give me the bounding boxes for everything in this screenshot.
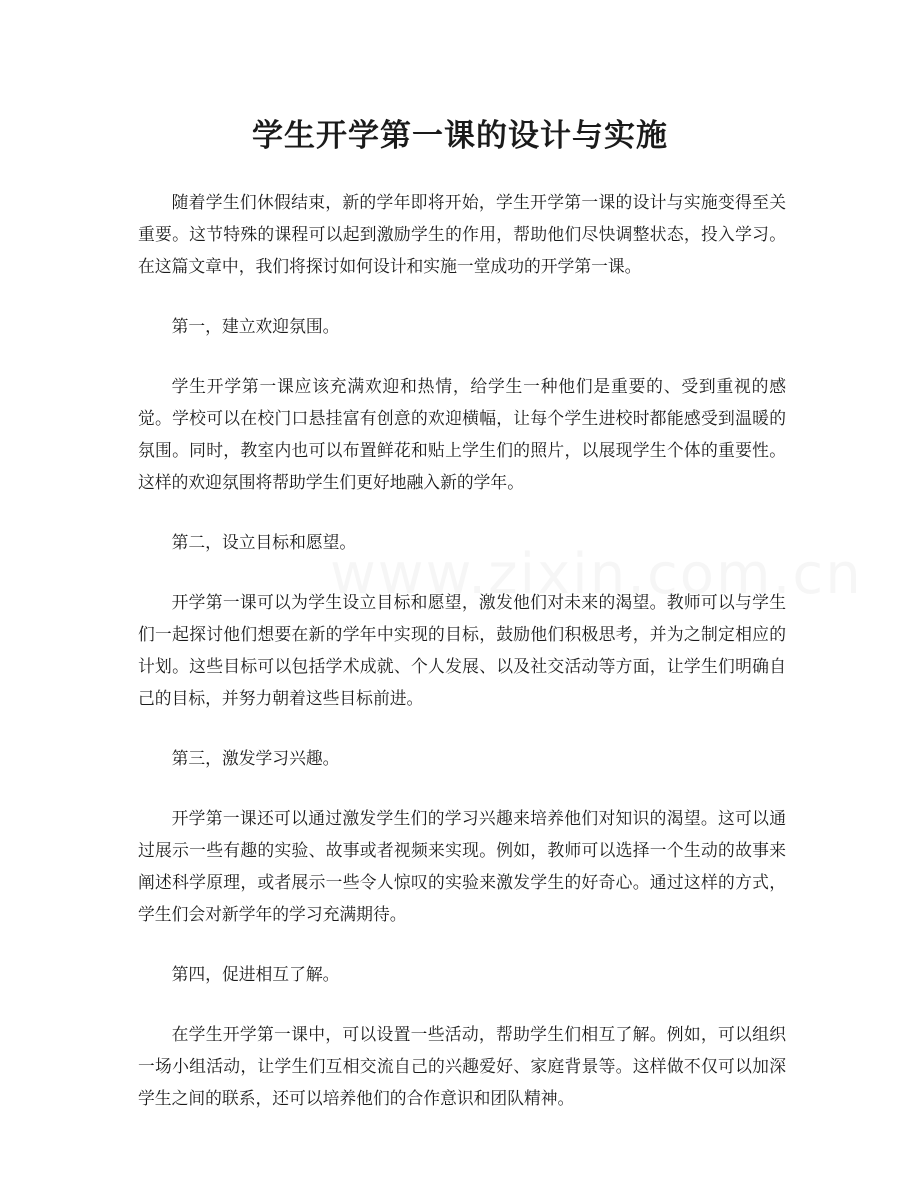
document-title: 学生开学第一课的设计与实施 [252, 118, 668, 154]
section-heading-3: 第三，激发学习兴趣。 [171, 748, 340, 768]
section-paragraph-1: 学生开学第一课应该充满欢迎和热情，给学生一种他们是重要的、受到重视的感觉。学校可以在校门口悬挂富有创意的欢迎横幅，让每个学生进校时都能感受到温暖的氛围。同时，教室内也可以布置鲜花和贴上学生们的照片，以展现学生个体的重要性。这样的欢迎氛围将帮助学生们更好地融入新的学年。 [138, 376, 786, 492]
section-paragraph-3: 开学第一课还可以通过激发学生们的学习兴趣来培养他们对知识的渴望。这可以通过展示一些有趣的实验、故事或者视频来实现。例如，教师可以选择一个生动的故事来阐述科学原理，或者展示一些令人惊叹的实验来激发学生的好奇心。通过这样的方式，学生们会对新学年的学习充满期待。 [138, 808, 786, 924]
document-body [138, 186, 786, 1142]
section-heading-2: 第二，设立目标和愿望。 [171, 532, 357, 552]
section-paragraph-4: 在学生开学第一课中，可以设置一些活动，帮助学生们相互了解。例如，可以组织一场小组活动，让学生们互相交流自己的兴趣爱好、家庭背景等。这样做不仅可以加深学生之间的联系，还可以培养他们的合作意识和团队精神。 [138, 1024, 786, 1108]
section-heading-1: 第一，建立欢迎氛围。 [171, 316, 340, 336]
section-heading-4: 第四，促进相互了解。 [171, 964, 340, 984]
intro-paragraph: 随着学生们休假结束，新的学年即将开始，学生开学第一课的设计与实施变得至关重要。这节特殊的课程可以起到激励学生的作用，帮助他们尽快调整状态，投入学习。在这篇文章中，我们将探讨如何设计和实施一堂成功的开学第一课。 [138, 192, 786, 276]
section-paragraph-2: 开学第一课可以为学生设立目标和愿望，激发他们对未来的渴望。教师可以与学生们一起探讨他们想要在新的学年中实现的目标，鼓励他们积极思考，并为之制定相应的计划。这些目标可以包括学术成就、个人发展、以及社交活动等方面，让学生们明确自己的目标，并努力朝着这些目标前进。 [138, 592, 786, 708]
